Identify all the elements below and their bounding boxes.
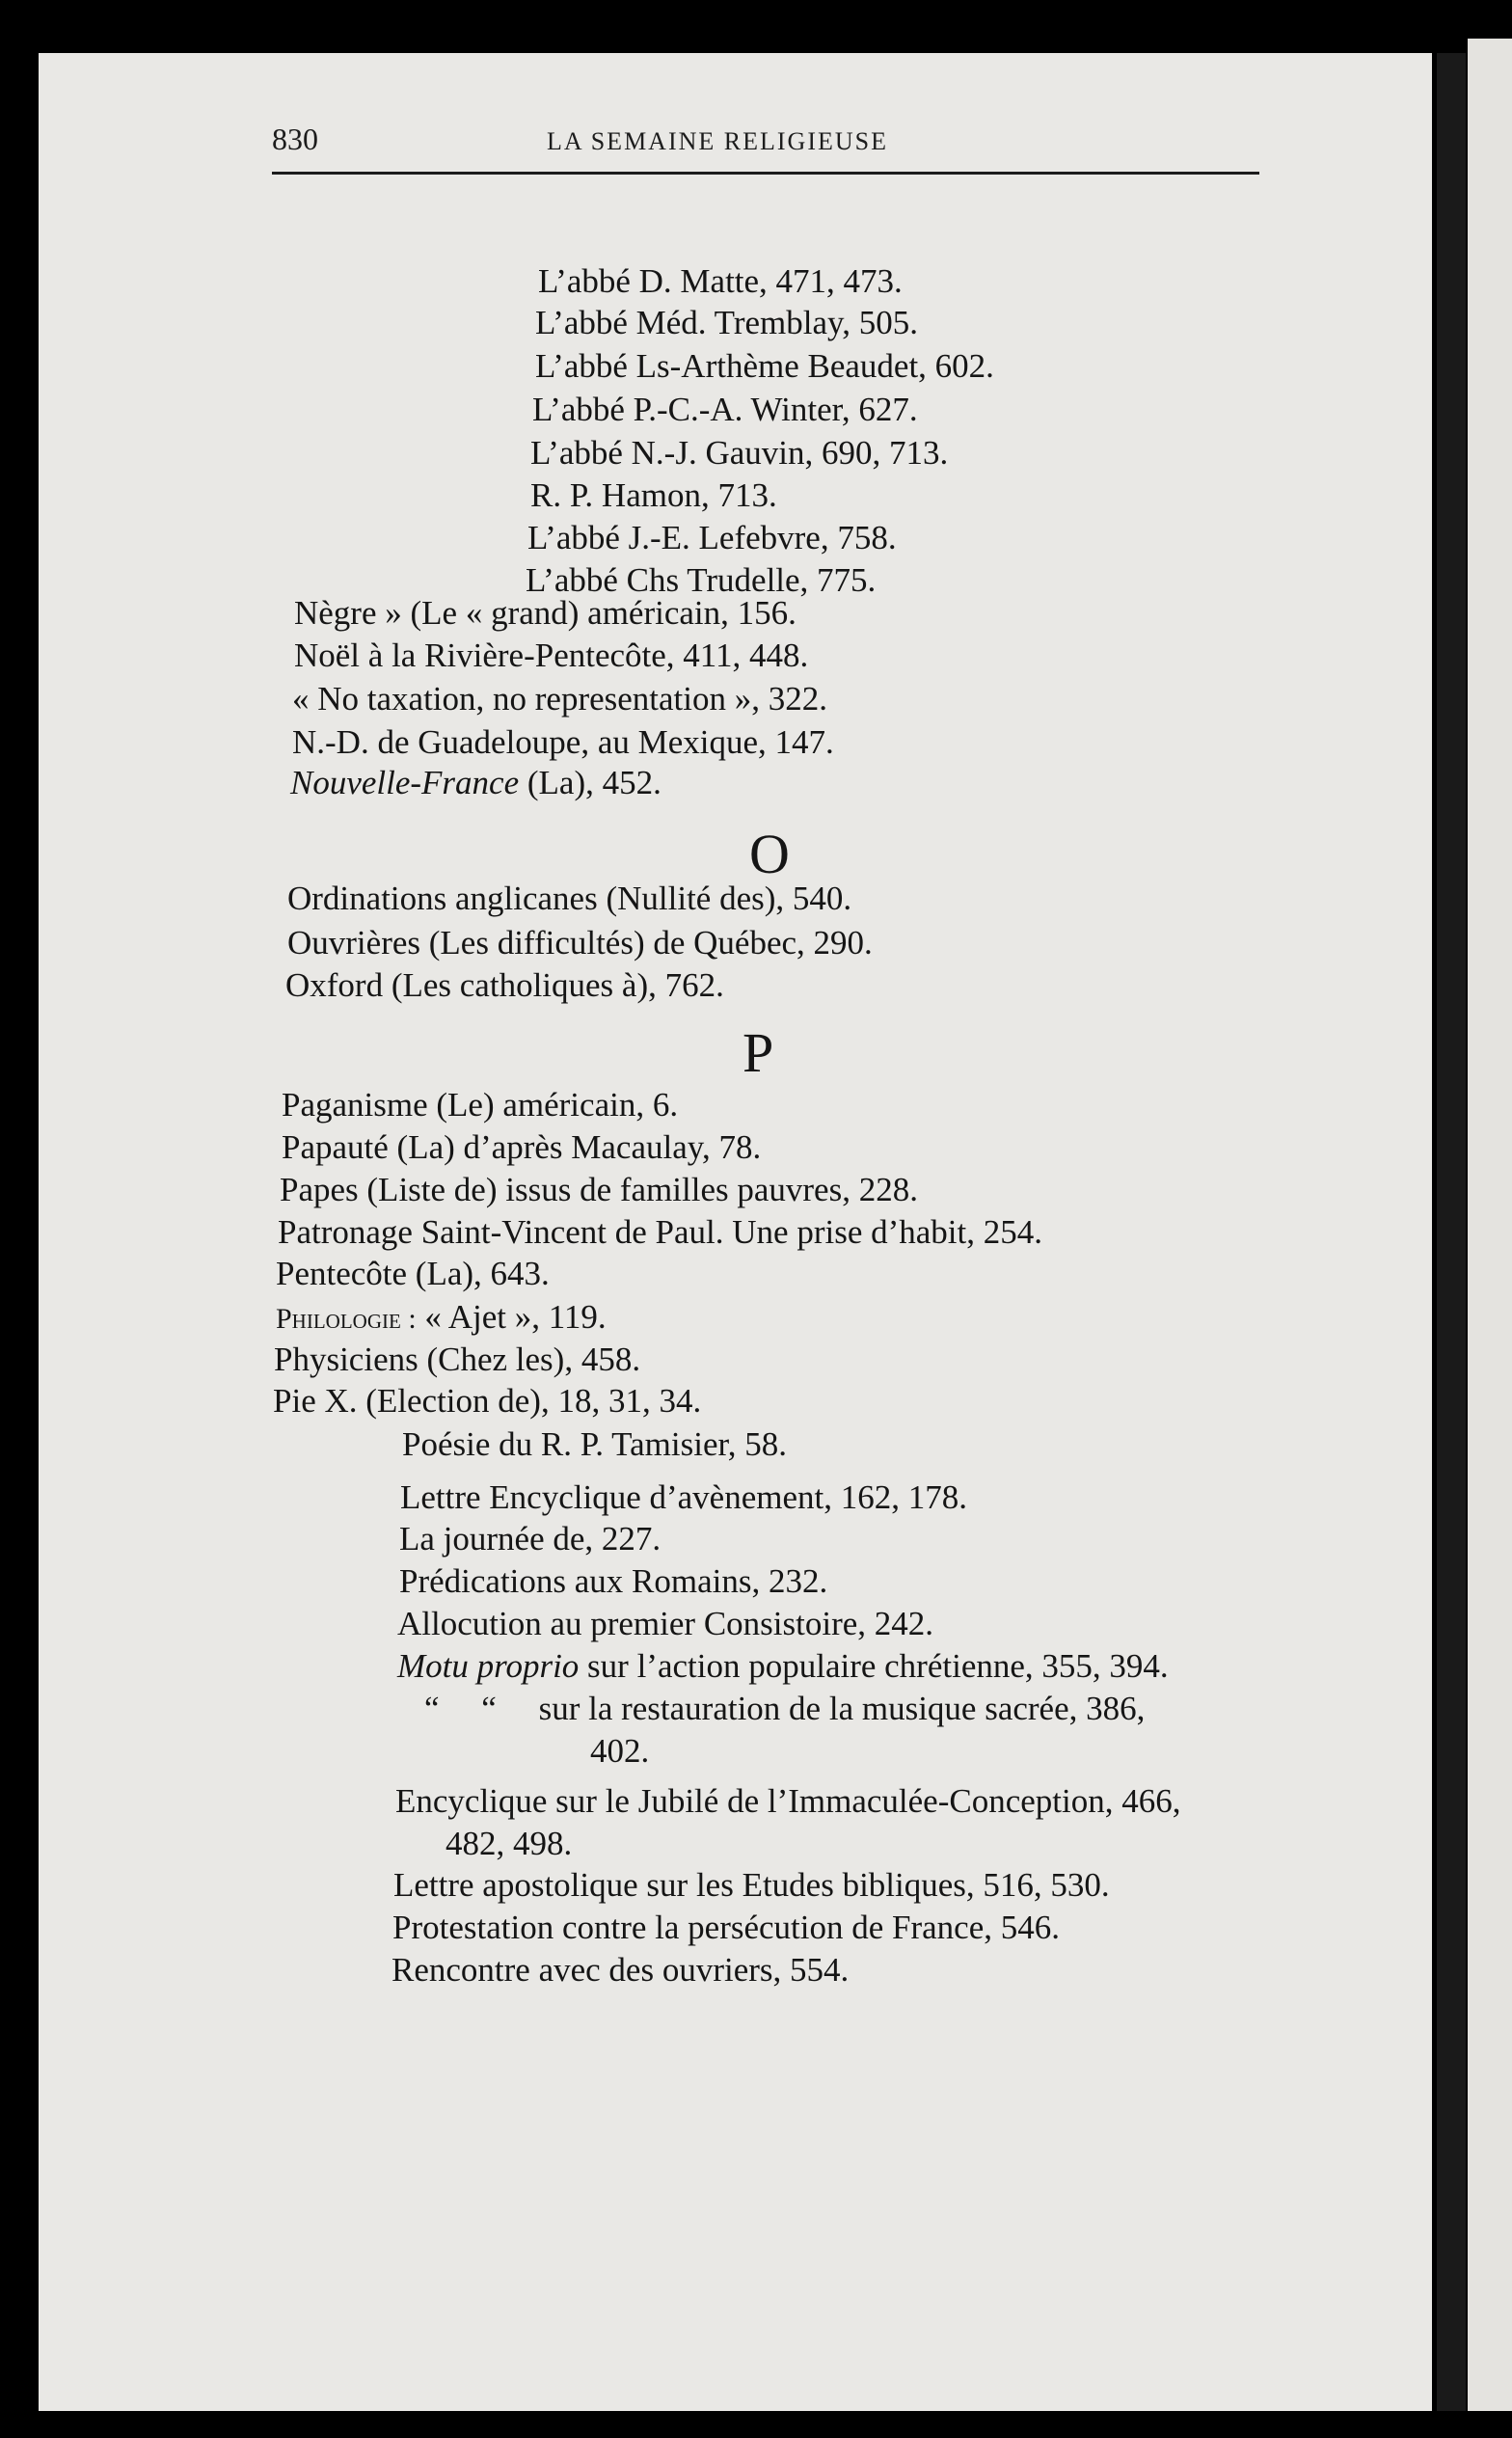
index-entry: Ouvrières (Les difficultés) de Québec, 290.	[287, 924, 873, 962]
index-entry: 402.	[590, 1732, 650, 1770]
page-number: 830	[272, 122, 318, 156]
entry-rest: « Ajet », 119.	[416, 1298, 607, 1336]
index-entry: “ “ sur la restauration de la musique sacrée, 386,	[424, 1690, 1146, 1727]
index-entry: Prédications aux Romains, 232.	[399, 1562, 828, 1600]
index-entry: 482, 498.	[446, 1825, 573, 1862]
index-entry: Poésie du R. P. Tamisier, 58.	[402, 1425, 787, 1463]
index-entry: Lettre Encyclique d’avènement, 162, 178.	[400, 1478, 967, 1516]
index-entry	[276, 1298, 607, 1337]
index-entry: Rencontre avec des ouvriers, 554.	[392, 1951, 850, 1989]
index-entry: L’abbé Chs Trudelle, 775.	[526, 561, 877, 599]
index-entry	[397, 1647, 1169, 1686]
index-entry: Oxford (Les catholiques à), 762.	[285, 966, 724, 1004]
index-entry: R. P. Hamon, 713.	[530, 476, 777, 514]
section-letter-p: P	[742, 1021, 774, 1084]
italic-title: Motu proprio	[397, 1647, 580, 1685]
index-entry: L’abbé P.-C.-A. Winter, 627.	[532, 391, 918, 428]
index-entry: N.-D. de Guadeloupe, au Mexique, 147.	[292, 723, 834, 761]
index-entry: L’abbé J.-E. Lefebvre, 758.	[527, 519, 897, 556]
index-entry: Paganisme (Le) américain, 6.	[282, 1086, 679, 1124]
index-entry: Papes (Liste de) issus de familles pauvres, 228.	[280, 1171, 918, 1208]
index-entry: La journée de, 227.	[399, 1520, 662, 1558]
running-title: LA SEMAINE RELIGIEUSE	[547, 127, 888, 155]
index-entry: Pentecôte (La), 643.	[276, 1255, 550, 1292]
index-entry: Patronage Saint-Vincent de Paul. Une prise d’habit, 254.	[278, 1213, 1042, 1251]
index-entry: Nègre » (Le « grand) américain, 156.	[294, 594, 796, 632]
index-entry: L’abbé D. Matte, 471, 473.	[538, 262, 903, 300]
index-entry: L’abbé Méd. Tremblay, 505.	[535, 304, 918, 341]
index-entry: L’abbé N.-J. Gauvin, 690, 713.	[530, 434, 949, 472]
index-entry: Pie X. (Election de), 18, 31, 34.	[273, 1382, 702, 1420]
header-rule	[272, 172, 1259, 175]
index-entry: Protestation contre la persécution de France, 546.	[392, 1909, 1061, 1946]
small-caps-heading: Philologie :	[276, 1303, 417, 1335]
index-entry: Allocution au premier Consistoire, 242.	[397, 1605, 934, 1642]
index-entry: Papauté (La) d’après Macaulay, 78.	[282, 1128, 762, 1166]
section-letter-o: O	[749, 823, 790, 885]
index-entry: Physiciens (Chez les), 458.	[274, 1341, 641, 1378]
index-entry: Encyclique sur le Jubilé de l’Immaculée-Conception, 466,	[395, 1782, 1181, 1820]
page-edge	[1437, 53, 1466, 2411]
entry-rest: (La), 452.	[519, 764, 662, 801]
index-entry: Lettre apostolique sur les Etudes bibliques, 516, 530.	[393, 1866, 1110, 1904]
next-page-edge	[1468, 39, 1512, 2411]
index-entry: L’abbé Ls-Arthème Beaudet, 602.	[535, 347, 994, 385]
page-header	[272, 122, 1259, 170]
index-entry: « No taxation, no representation », 322.	[292, 680, 828, 718]
italic-title: Nouvelle-France	[290, 764, 520, 801]
entry-rest: sur l’action populaire chrétienne, 355, 394.	[579, 1647, 1169, 1685]
index-entry: Noël à la Rivière-Pentecôte, 411, 448.	[294, 637, 809, 674]
index-entry	[290, 764, 662, 802]
index-entry: Ordinations anglicanes (Nullité des), 540.	[287, 880, 852, 917]
